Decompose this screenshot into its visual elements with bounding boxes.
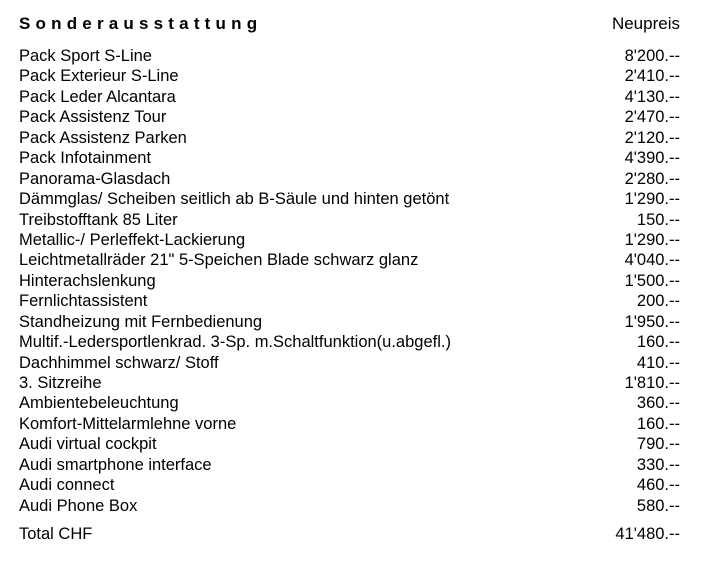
item-label: Komfort-Mittelarmlehne vorne bbox=[19, 414, 237, 433]
list-item bbox=[19, 373, 680, 393]
item-price: 1'810.-- bbox=[624, 374, 680, 392]
list-item bbox=[19, 210, 680, 230]
item-price: 1'500.-- bbox=[624, 271, 680, 290]
item-price: 4'130.-- bbox=[624, 87, 680, 106]
item-label: Pack Leder Alcantara bbox=[19, 87, 176, 106]
list-item bbox=[19, 312, 680, 332]
item-label: Fernlichtassistent bbox=[19, 292, 148, 311]
list-item bbox=[19, 496, 680, 516]
list-item bbox=[19, 393, 680, 413]
item-price: 1'290.-- bbox=[624, 190, 680, 209]
item-price: 2'410.-- bbox=[624, 67, 680, 86]
list-item bbox=[19, 148, 680, 168]
list-header bbox=[19, 14, 680, 46]
list-item bbox=[19, 189, 680, 209]
equipment-price-list bbox=[19, 14, 680, 545]
list-item bbox=[19, 455, 680, 475]
list-item bbox=[19, 66, 680, 86]
list-item bbox=[19, 434, 680, 454]
item-label: Pack Assistenz Tour bbox=[19, 108, 167, 127]
item-label: Standheizung mit Fernbedienung bbox=[19, 312, 263, 331]
item-label: Audi connect bbox=[19, 476, 115, 495]
item-price: 460.-- bbox=[636, 476, 680, 495]
item-price: 580.-- bbox=[636, 496, 680, 515]
list-item bbox=[19, 332, 680, 352]
item-price: 8'200.-- bbox=[624, 47, 680, 65]
item-price: 4'390.-- bbox=[624, 149, 680, 168]
item-price: 2'280.-- bbox=[624, 169, 680, 188]
item-label: 3. Sitzreihe bbox=[19, 374, 102, 392]
total-row bbox=[19, 524, 680, 544]
list-item bbox=[19, 169, 680, 189]
list-item bbox=[19, 230, 680, 250]
item-label: Metallic-/ Perleffekt-Lackierung bbox=[19, 230, 246, 249]
list-item bbox=[19, 46, 680, 66]
item-label: Pack Sport S-Line bbox=[19, 47, 152, 65]
item-price: 410.-- bbox=[636, 353, 680, 372]
list-item bbox=[19, 87, 680, 107]
total-price: 41'480.-- bbox=[615, 525, 680, 544]
item-label: Audi smartphone interface bbox=[19, 455, 212, 474]
item-label: Audi Phone Box bbox=[19, 496, 138, 515]
item-price: 4'040.-- bbox=[624, 251, 680, 270]
item-price: 2'120.-- bbox=[624, 128, 680, 147]
list-item bbox=[19, 475, 680, 495]
item-price: 1'950.-- bbox=[624, 312, 680, 331]
item-price: 330.-- bbox=[636, 455, 680, 474]
total-label: Total CHF bbox=[19, 525, 93, 544]
list-item bbox=[19, 414, 680, 434]
list-item bbox=[19, 107, 680, 127]
item-price: 150.-- bbox=[636, 210, 680, 229]
item-label: Hinterachslenkung bbox=[19, 271, 156, 290]
item-price: 2'470.-- bbox=[624, 108, 680, 127]
item-label: Dachhimmel schwarz/ Stoff bbox=[19, 353, 219, 372]
item-label: Dämmglas/ Scheiben seitlich ab B-Säule und hinten getönt bbox=[19, 190, 450, 209]
list-item bbox=[19, 128, 680, 148]
list-item bbox=[19, 291, 680, 311]
item-label: Pack Assistenz Parken bbox=[19, 128, 187, 147]
list-item bbox=[19, 250, 680, 270]
list-item bbox=[19, 353, 680, 373]
item-price: 1'290.-- bbox=[624, 230, 680, 249]
item-label: Pack Infotainment bbox=[19, 149, 152, 168]
item-price: 360.-- bbox=[636, 394, 680, 413]
item-price: 790.-- bbox=[636, 435, 680, 454]
item-label: Ambientebeleuchtung bbox=[19, 394, 179, 413]
list-item bbox=[19, 271, 680, 291]
item-price: 160.-- bbox=[636, 333, 680, 352]
item-price: 160.-- bbox=[636, 414, 680, 433]
item-label: Audi virtual cockpit bbox=[19, 435, 157, 454]
price-column-header: Neupreis bbox=[611, 14, 680, 33]
item-label: Pack Exterieur S-Line bbox=[19, 67, 179, 86]
item-label: Panorama-Glasdach bbox=[19, 169, 171, 188]
section-title: Sonderausstattung bbox=[19, 14, 263, 33]
equipment-list bbox=[19, 46, 680, 516]
item-label: Treibstofftank 85 Liter bbox=[19, 210, 178, 229]
item-price: 200.-- bbox=[636, 292, 680, 311]
item-label: Leichtmetallräder 21" 5-Speichen Blade schwarz glanz bbox=[19, 251, 419, 270]
item-label: Multif.-Ledersportlenkrad. 3-Sp. m.Schaltfunktion(u.abgefl.) bbox=[19, 333, 451, 352]
